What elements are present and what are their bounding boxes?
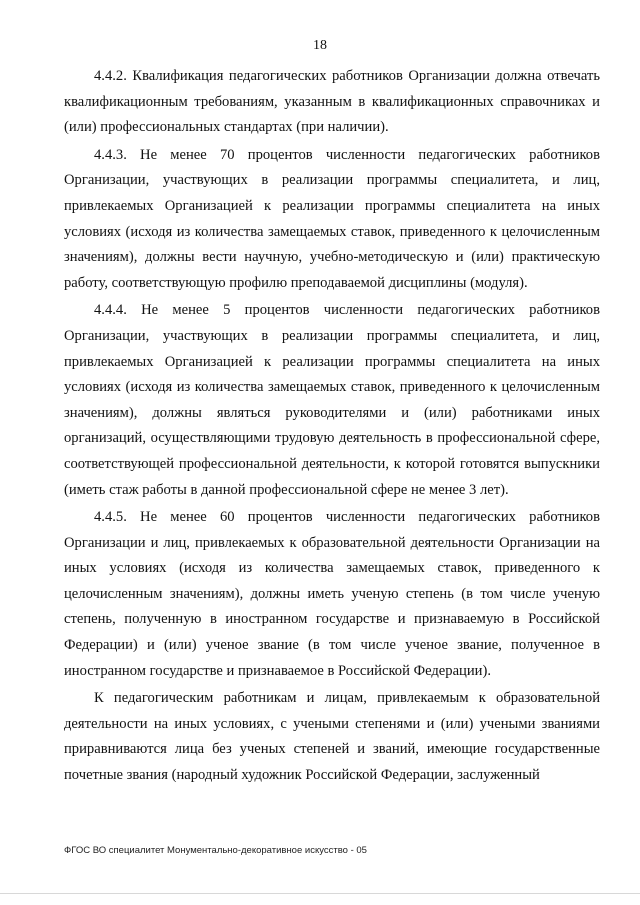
document-footer: ФГОС ВО специалитет Монументально-декоративное искусство - 05	[64, 845, 367, 856]
document-body	[64, 64, 600, 789]
paragraph-4-4-3: 4.4.3. Не менее 70 процентов численности педагогических работников Организации, участвующих в реализации программы специалитета, и лиц, привлекаемых Организацией к реализации программы специалитета на иных условиях (исходя из количества замещаемых ставок, приведенного к целочисленным значениям), должны вести научную, учебно-методическую и (или) практическую работу, соответствующую профилю преподаваемой дисциплины (модуля).	[64, 146, 600, 291]
paragraph-equivalence: К педагогическим работникам и лицам, привлекаемым к образовательной деятельности на иных условиях, с учеными степенями и (или) учеными званиями приравниваются лица без ученых степеней и званий, имеющие государственные почетные звания (народный художник Российской Федерации, заслуженный	[64, 690, 600, 784]
paragraph-4-4-2: 4.4.2. Квалификация педагогических работников Организации должна отвечать квалификационным требованиям, указанным в квалификационных справочниках и (или) профессиональных стандартах (при наличии).	[64, 68, 600, 136]
scan-edge-line	[0, 893, 640, 894]
page-number: 18	[313, 38, 327, 53]
paragraph-4-4-4: 4.4.4. Не менее 5 процентов численности педагогических работников Организации, участвующих в реализации программы специалитета, и лиц, привлекаемых Организацией к реализации программы специалитета на иных условиях (исходя из количества замещаемых ставок, приведенного к целочисленным значениям), должны являться руководителями и (или) работниками иных организаций, осуществляющими трудовую деятельность в профессиональной сфере, соответствующей профессиональной деятельности, к которой готовятся выпускники (иметь стаж работы в данной профессиональной сфере не менее 3 лет).	[64, 302, 600, 498]
paragraph-4-4-5: 4.4.5. Не менее 60 процентов численности педагогических работников Организации и лиц, привлекаемых к образовательной деятельности Организации на иных условиях (исходя из количества замещаемых ставок, приведенного к целочисленным значениям), должны иметь ученую степень (в том числе ученую степень, полученную в иностранном государстве и признаваемую в Российской Федерации) и (или) ученое звание (в том числе ученое звание, полученное в иностранном государстве и признаваемое в Российской Федерации).	[64, 509, 600, 679]
